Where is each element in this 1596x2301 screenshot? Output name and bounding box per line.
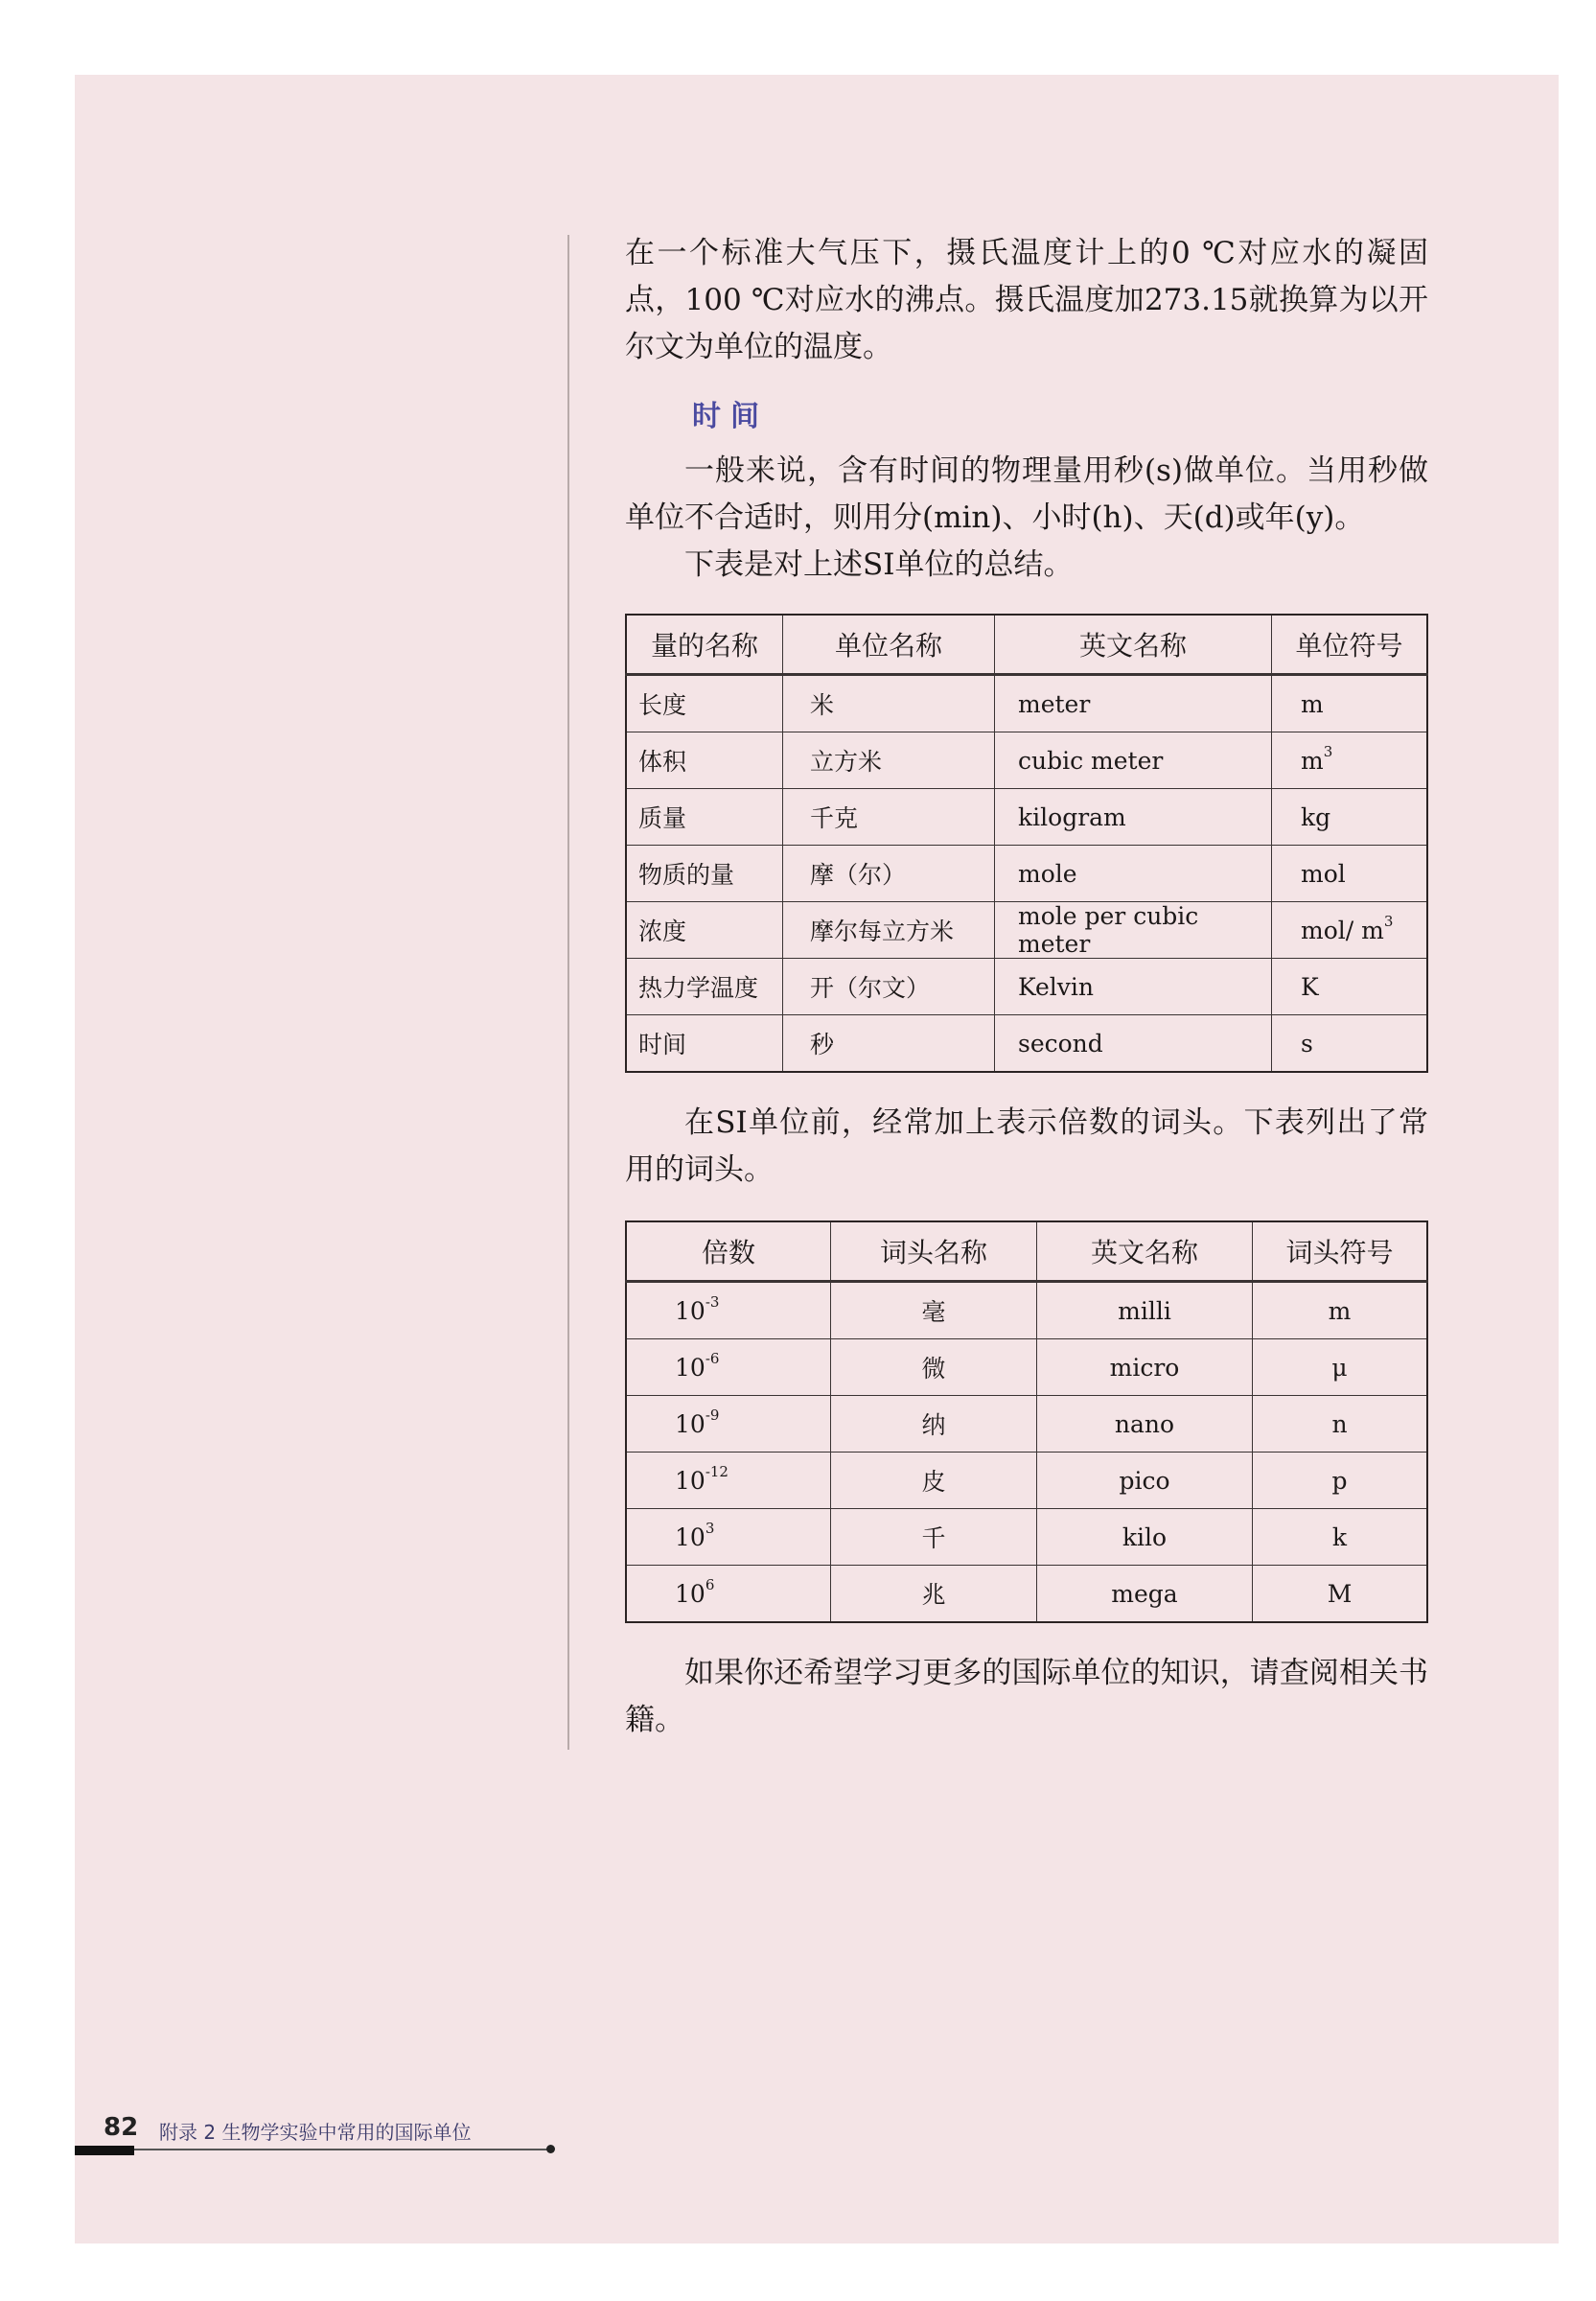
header-multiple: 倍数	[626, 1221, 831, 1282]
cell-prefix-name: 千	[831, 1509, 1037, 1566]
cell-english: Kelvin	[995, 959, 1272, 1015]
cell-quantity: 物质的量	[626, 846, 783, 902]
cell-quantity: 浓度	[626, 902, 783, 959]
cell-prefix-symbol: p	[1253, 1453, 1428, 1509]
si-units-table	[625, 614, 1428, 1073]
cell-prefix-name: 毫	[831, 1282, 1037, 1339]
cell-english: meter	[995, 675, 1272, 732]
table-header-row	[626, 615, 1427, 675]
paragraph-prefix-intro: 在SI单位前，经常加上表示倍数的词头。下表列出了常用的词头。	[625, 1105, 1428, 1187]
cell-prefix-name: 微	[831, 1339, 1037, 1396]
cell-multiple: $10^3$	[626, 1509, 831, 1566]
cell-unit: 秒	[783, 1015, 995, 1073]
paragraph-summary-intro: 下表是对上述SI单位的总结。	[684, 547, 1074, 582]
header-prefix-symbol: 词头符号	[1253, 1221, 1428, 1282]
cell-english: cubic meter	[995, 732, 1272, 789]
header-unit-name: 单位名称	[783, 615, 995, 675]
table-row	[626, 902, 1427, 959]
header-unit-symbol: 单位符号	[1272, 615, 1428, 675]
paragraph-temperature: 在一个标准大气压下，摄氏温度计上的0 ℃对应水的凝固点，100 ℃对应水的沸点。摄氏温度加273.15就换算为以开尔文为单位的温度。	[625, 236, 1428, 364]
table-row	[626, 1015, 1427, 1073]
paragraph-time: 一般来说，含有时间的物理量用秒(s)做单位。当用秒做单位不合适时，则用分(min)、小时(h)、天(d)或年(y)。	[625, 453, 1428, 535]
header-english-name: 英文名称	[1037, 1221, 1253, 1282]
table-row	[626, 1453, 1427, 1509]
cell-english: nano	[1037, 1396, 1253, 1453]
cell-prefix-symbol: n	[1253, 1396, 1428, 1453]
cell-multiple: $10^{-3}$	[626, 1282, 831, 1339]
header-english-name: 英文名称	[995, 615, 1272, 675]
section-heading-time: 时间	[692, 400, 769, 433]
table-row	[626, 1339, 1427, 1396]
header-quantity-name: 量的名称	[626, 615, 783, 675]
footer-line	[134, 2149, 548, 2150]
table-row	[626, 789, 1427, 846]
cell-prefix-symbol: m	[1253, 1282, 1428, 1339]
cell-unit: 米	[783, 675, 995, 732]
cell-quantity: 热力学温度	[626, 959, 783, 1015]
page-number: 82	[104, 2113, 139, 2142]
cell-english: mega	[1037, 1566, 1253, 1623]
table-row	[626, 1566, 1427, 1623]
footer-bar	[75, 2146, 134, 2155]
cell-quantity: 质量	[626, 789, 783, 846]
cell-english: kilo	[1037, 1509, 1253, 1566]
table-row	[626, 732, 1427, 789]
cell-symbol: m	[1272, 675, 1428, 732]
header-prefix-name: 词头名称	[831, 1221, 1037, 1282]
table-row	[626, 846, 1427, 902]
table-row	[626, 675, 1427, 732]
footer-chapter-title: 附录 2 生物学实验中常用的国际单位	[159, 2121, 472, 2144]
cell-english: milli	[1037, 1282, 1253, 1339]
cell-multiple: $10^{-6}$	[626, 1339, 831, 1396]
cell-symbol: s	[1272, 1015, 1428, 1073]
table-row	[626, 1509, 1427, 1566]
cell-quantity: 时间	[626, 1015, 783, 1073]
cell-unit: 立方米	[783, 732, 995, 789]
cell-prefix-name: 兆	[831, 1566, 1037, 1623]
cell-symbol: mol	[1272, 846, 1428, 902]
cell-symbol: K	[1272, 959, 1428, 1015]
cell-quantity: 长度	[626, 675, 783, 732]
cell-symbol: $m^3$	[1272, 732, 1428, 789]
prefix-table	[625, 1220, 1428, 1623]
table-row	[626, 959, 1427, 1015]
cell-prefix-symbol: μ	[1253, 1339, 1428, 1396]
cell-prefix-symbol: M	[1253, 1566, 1428, 1623]
cell-symbol: kg	[1272, 789, 1428, 846]
cell-unit: 开（尔文）	[783, 959, 995, 1015]
cell-unit: 千克	[783, 789, 995, 846]
cell-unit: 摩尔每立方米	[783, 902, 995, 959]
table-row	[626, 1396, 1427, 1453]
cell-english: pico	[1037, 1453, 1253, 1509]
main-content	[625, 230, 1428, 1744]
cell-multiple: $10^{-9}$	[626, 1396, 831, 1453]
cell-prefix-name: 皮	[831, 1453, 1037, 1509]
page-footer	[75, 2111, 573, 2150]
cell-symbol: mol/ $m^3$	[1272, 902, 1428, 959]
cell-english: second	[995, 1015, 1272, 1073]
column-rule	[567, 235, 569, 1750]
cell-multiple: $10^6$	[626, 1566, 831, 1623]
cell-english: mole	[995, 846, 1272, 902]
table-header-row	[626, 1221, 1427, 1282]
footer-dot	[546, 2145, 555, 2153]
cell-prefix-symbol: k	[1253, 1509, 1428, 1566]
cell-quantity: 体积	[626, 732, 783, 789]
paragraph-closing: 如果你还希望学习更多的国际单位的知识，请查阅相关书籍。	[625, 1656, 1428, 1737]
cell-prefix-name: 纳	[831, 1396, 1037, 1453]
cell-english: micro	[1037, 1339, 1253, 1396]
cell-unit: 摩（尔）	[783, 846, 995, 902]
cell-multiple: $10^{-12}$	[626, 1453, 831, 1509]
cell-english: kilogram	[995, 789, 1272, 846]
table-row	[626, 1282, 1427, 1339]
cell-english: mole per cubic meter	[995, 902, 1272, 959]
